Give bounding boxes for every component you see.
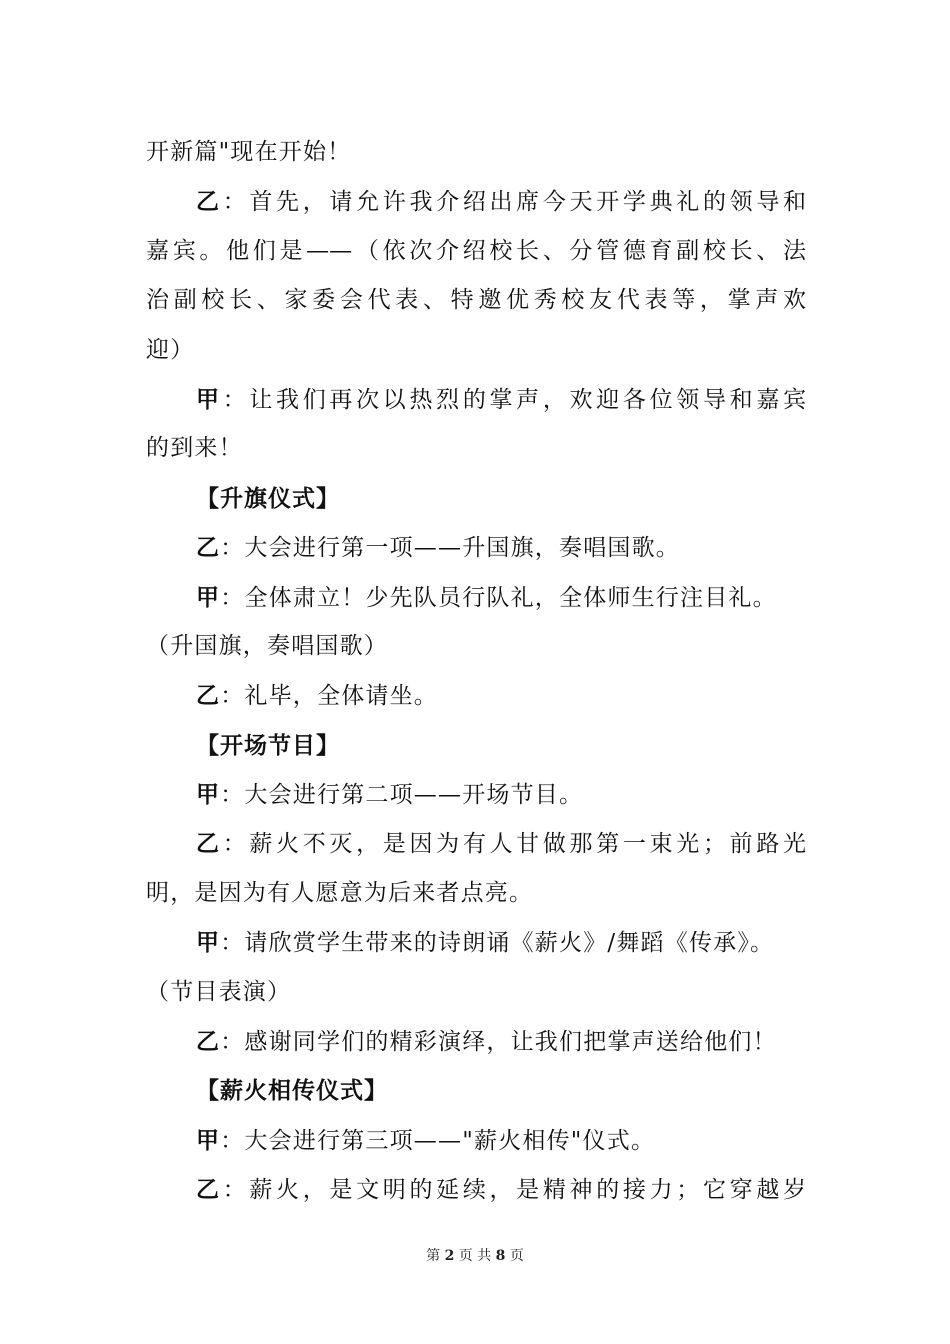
body-line <box>146 128 806 177</box>
line-text: ：感谢同学们的精彩演绎，让我们把掌声送给他们！ <box>220 1029 777 1056</box>
speaker-label: 乙 <box>196 534 221 562</box>
speaker-label: 乙 <box>196 1028 221 1056</box>
line-text: 嘉宾。他们是——（依次介绍校长、分管德育副校长、法 <box>146 237 806 264</box>
body-line <box>146 622 806 671</box>
body-line <box>146 276 806 325</box>
body-line <box>146 227 806 276</box>
line-text: ：礼毕，全体请坐。 <box>220 683 439 710</box>
line-text: ：薪火，是文明的延续，是精神的接力；它穿越岁 <box>222 1177 807 1204</box>
speaker-label: 甲 <box>196 781 221 809</box>
body-line <box>146 1165 806 1214</box>
body-line <box>146 1116 806 1165</box>
footer-suffix: 页 <box>509 1248 524 1264</box>
line-text: ：请欣赏学生带来的诗朗诵《薪火》/舞蹈《传承》。 <box>220 930 775 957</box>
page-footer <box>0 1245 950 1265</box>
line-text: 的到来！ <box>146 435 243 462</box>
speaker-label: 甲 <box>196 583 221 611</box>
footer-total-pages: 8 <box>495 1248 506 1264</box>
line-text: ：首先，请允许我介绍出席今天开学典礼的领导和 <box>222 189 807 216</box>
body-line <box>146 326 806 375</box>
body-line <box>146 869 806 918</box>
body-line <box>146 177 806 226</box>
document-body <box>146 128 806 1215</box>
body-line <box>146 1017 806 1066</box>
body-line <box>146 523 806 572</box>
speaker-label: 乙 <box>196 188 223 216</box>
line-text: ：薪火不灭，是因为有人甘做那第一束光；前路光 <box>222 831 807 858</box>
speaker-label: 乙 <box>196 682 221 710</box>
footer-current-page: 2 <box>444 1248 455 1264</box>
section-heading: 【开场节目】 <box>196 731 340 759</box>
line-text: ：大会进行第三项——"薪火相传"仪式。 <box>220 1127 656 1154</box>
speaker-label: 甲 <box>196 385 223 413</box>
line-text: 治副校长、家委会代表、特邀优秀校友代表等，掌声欢 <box>146 287 806 314</box>
body-line <box>146 819 806 868</box>
line-text: ：大会进行第二项——开场节目。 <box>220 782 584 809</box>
line-text: ：让我们再次以热烈的掌声，欢迎各位领导和嘉宾 <box>222 386 807 413</box>
line-text: ：全体肃立！少先队员行队礼，全体师生行注目礼。 <box>220 584 777 611</box>
speaker-label: 乙 <box>196 1176 223 1204</box>
body-line <box>146 671 806 720</box>
footer-prefix: 第 <box>426 1248 441 1264</box>
line-text: （升国旗，奏唱国歌） <box>146 632 388 659</box>
line-text: ：大会进行第一项——升国旗，奏唱国歌。 <box>220 535 681 562</box>
line-text: （节目表演） <box>146 978 292 1005</box>
body-line <box>146 770 806 819</box>
line-text: 开新篇"现在开始！ <box>146 139 352 165</box>
body-line <box>146 918 806 967</box>
body-line <box>146 573 806 622</box>
section-heading: 【升旗仪式】 <box>196 484 340 512</box>
speaker-label: 甲 <box>196 1126 221 1154</box>
body-line <box>146 424 806 473</box>
section-heading: 【薪火相传仪式】 <box>196 1077 388 1105</box>
speaker-label: 乙 <box>196 830 223 858</box>
line-text: 明，是因为有人愿意为后来者点亮。 <box>146 879 534 906</box>
line-text: 迎） <box>146 336 195 363</box>
body-line <box>146 375 806 424</box>
body-line <box>146 968 806 1017</box>
speaker-label: 甲 <box>196 929 221 957</box>
footer-middle: 页 共 <box>458 1248 492 1264</box>
